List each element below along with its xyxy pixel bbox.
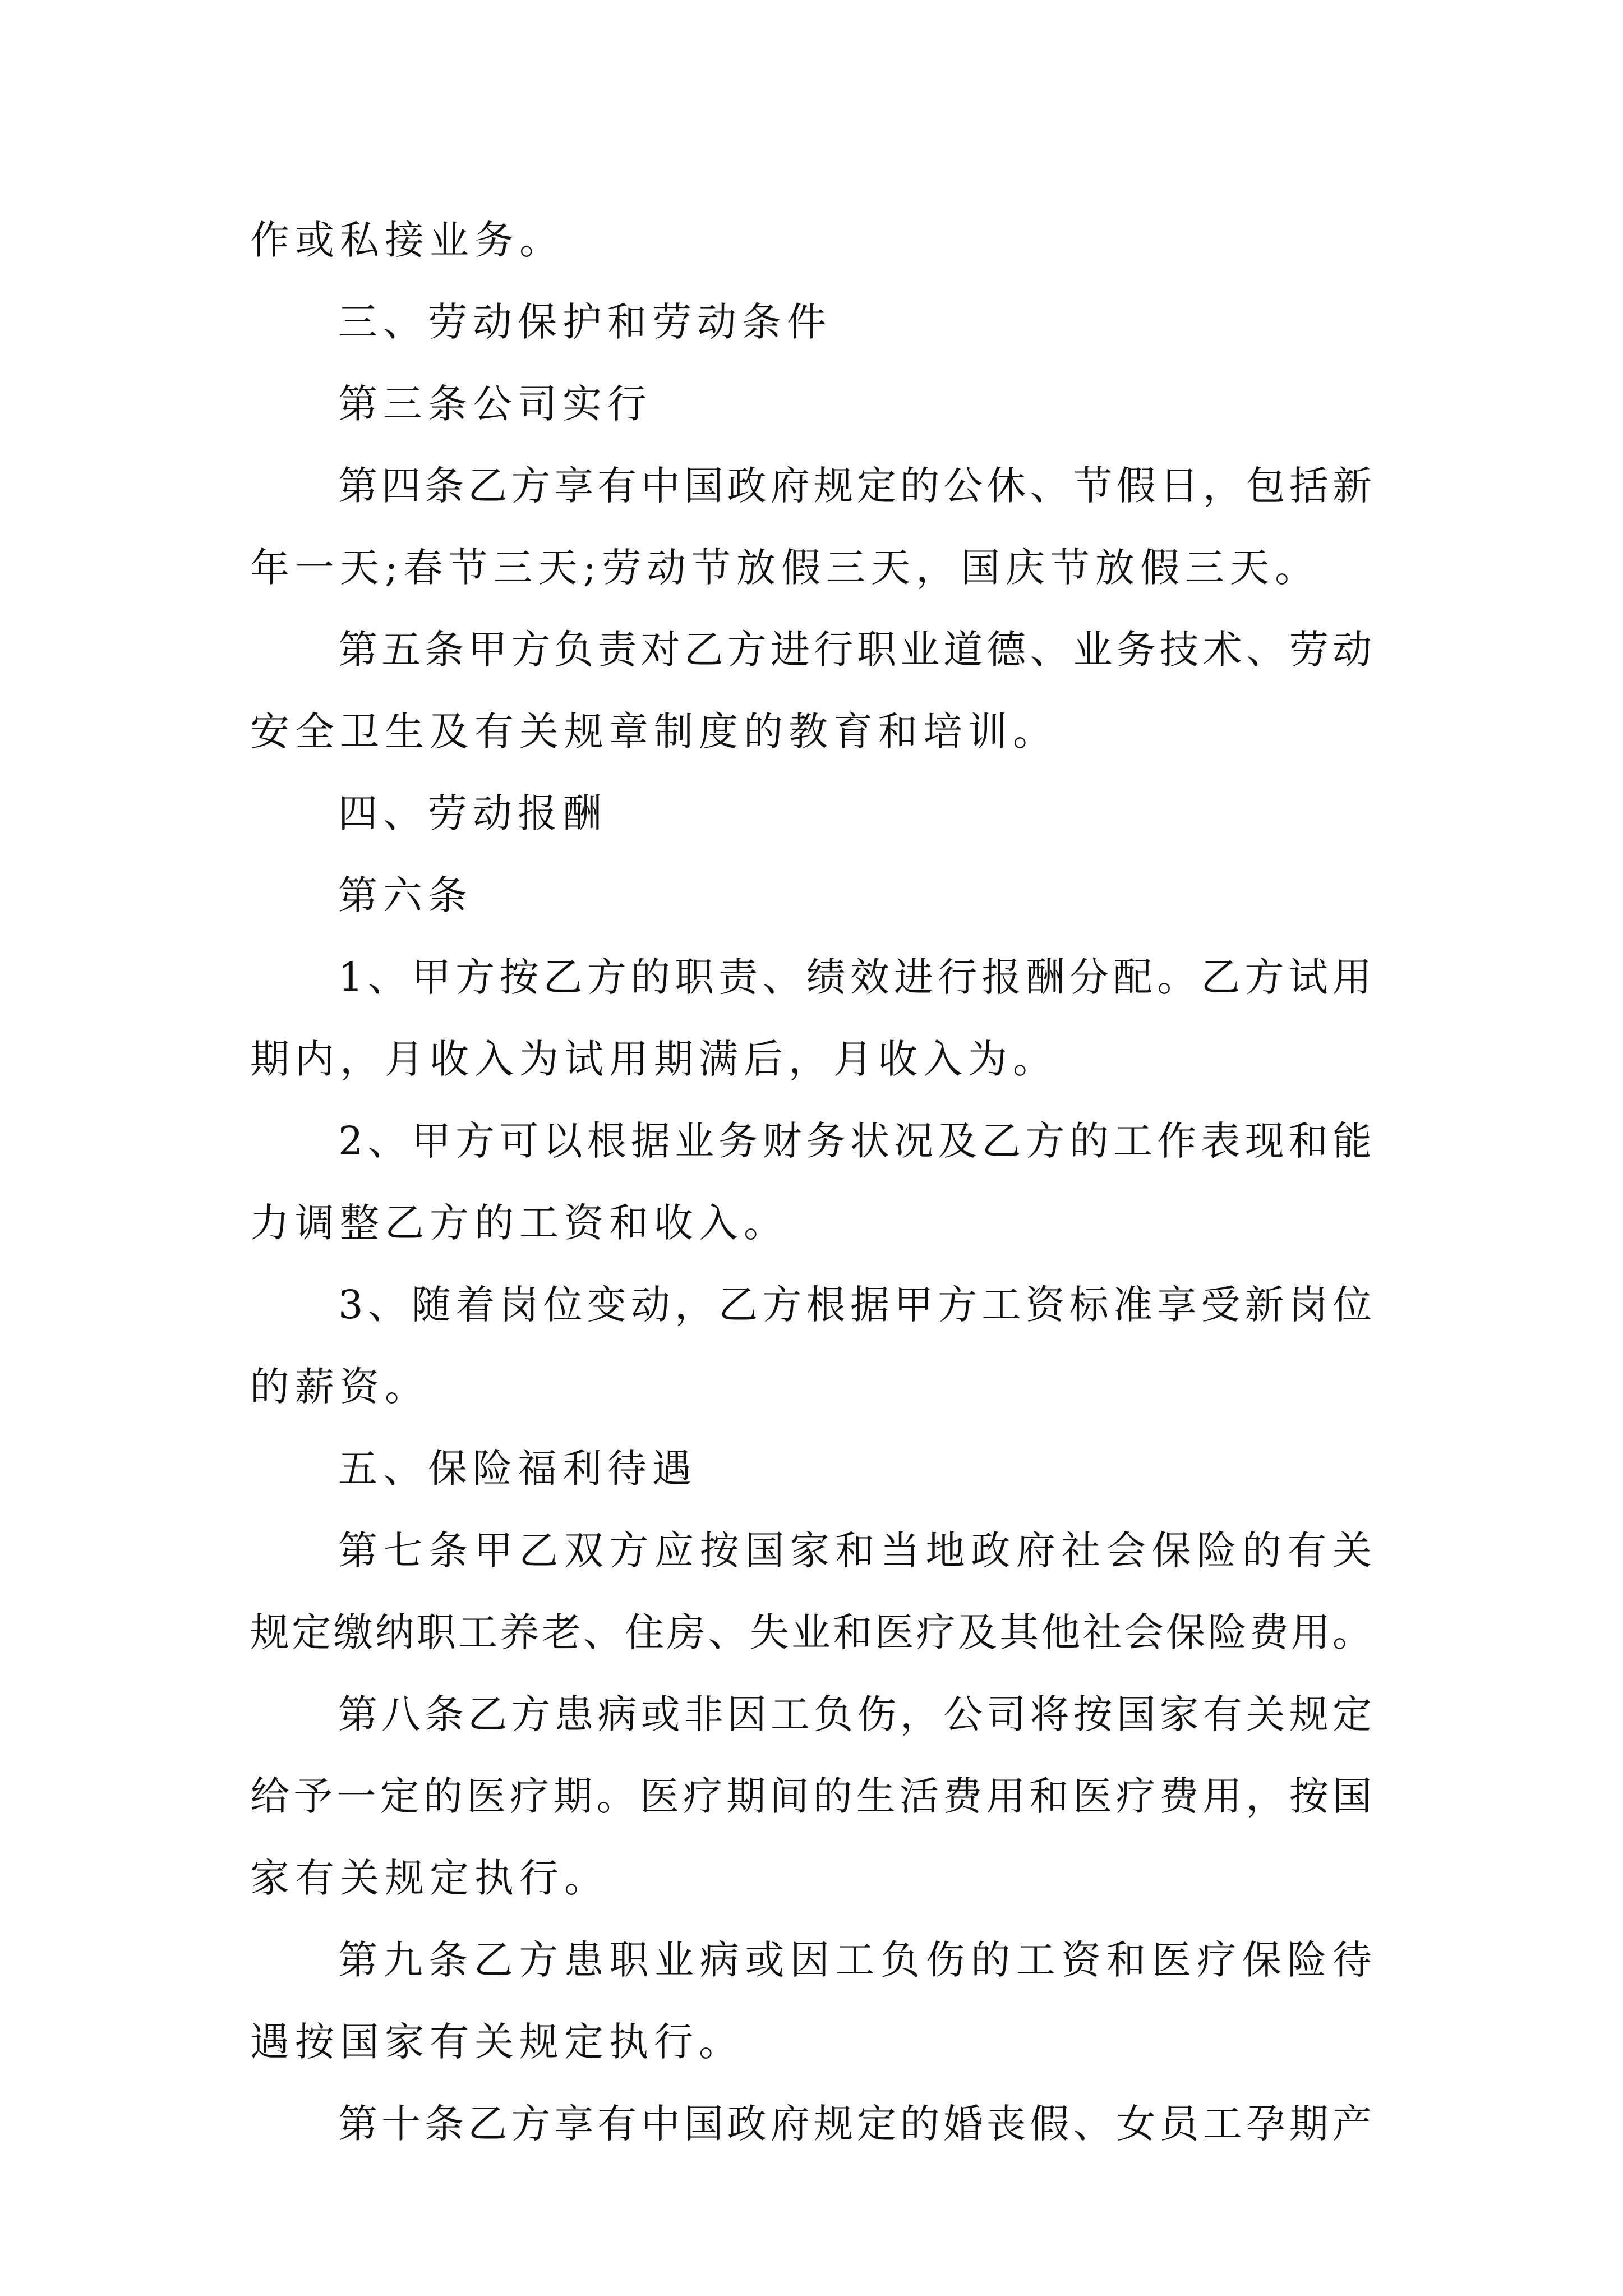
text-line: 年一天;春节三天;劳动节放假三天，国庆节放假三天。: [250, 545, 1320, 591]
text-line: 安全卫生及有关规章制度的教育和培训。: [250, 708, 1058, 754]
text-line: 第八条乙方患病或非因工负伤，公司将按国家有关规定: [338, 1691, 1372, 1737]
document-body: [250, 199, 1372, 2165]
text-line: 作或私接业务。: [250, 217, 564, 263]
text-line: 第三条公司实行: [338, 381, 652, 427]
text-line: 家有关规定执行。: [250, 1855, 609, 1901]
text-line: 第六条: [338, 872, 473, 918]
text-line: 2、甲方可以根据业务财务状况及乙方的工作表现和能: [338, 1118, 1372, 1164]
section-heading: 五、保险福利待遇: [338, 1446, 697, 1492]
text-line: 的薪资。: [250, 1364, 430, 1410]
section-heading: 三、劳动保护和劳动条件: [338, 299, 832, 345]
text-line: 第十条乙方享有中国政府规定的婚丧假、女员工孕期产: [338, 2101, 1372, 2147]
text-line: 第七条甲乙双方应按国家和当地政府社会保险的有关: [338, 1527, 1372, 1573]
text-line: 第五条甲方负责对乙方进行职业道德、业务技术、劳动: [338, 627, 1372, 673]
text-line: 1、甲方按乙方的职责、绩效进行报酬分配。乙方试用: [338, 954, 1372, 1000]
text-line: 给予一定的医疗期。医疗期间的生活费用和医疗费用，按国: [250, 1773, 1372, 1819]
text-line: 第四条乙方享有中国政府规定的公休、节假日，包括新: [338, 463, 1372, 509]
text-line: 规定缴纳职工养老、住房、失业和医疗及其他社会保险费用。: [250, 1609, 1372, 1655]
section-heading: 四、劳动报酬: [338, 790, 607, 836]
text-line: 3、随着岗位变动，乙方根据甲方工资标准享受新岗位: [338, 1282, 1372, 1328]
text-line: 遇按国家有关规定执行。: [250, 2019, 744, 2065]
text-line: 力调整乙方的工资和收入。: [250, 1200, 789, 1246]
text-line: 期内，月收入为试用期满后，月收入为。: [250, 1036, 1058, 1082]
text-line: 第九条乙方患职业病或因工负伤的工资和医疗保险待: [338, 1937, 1372, 1983]
